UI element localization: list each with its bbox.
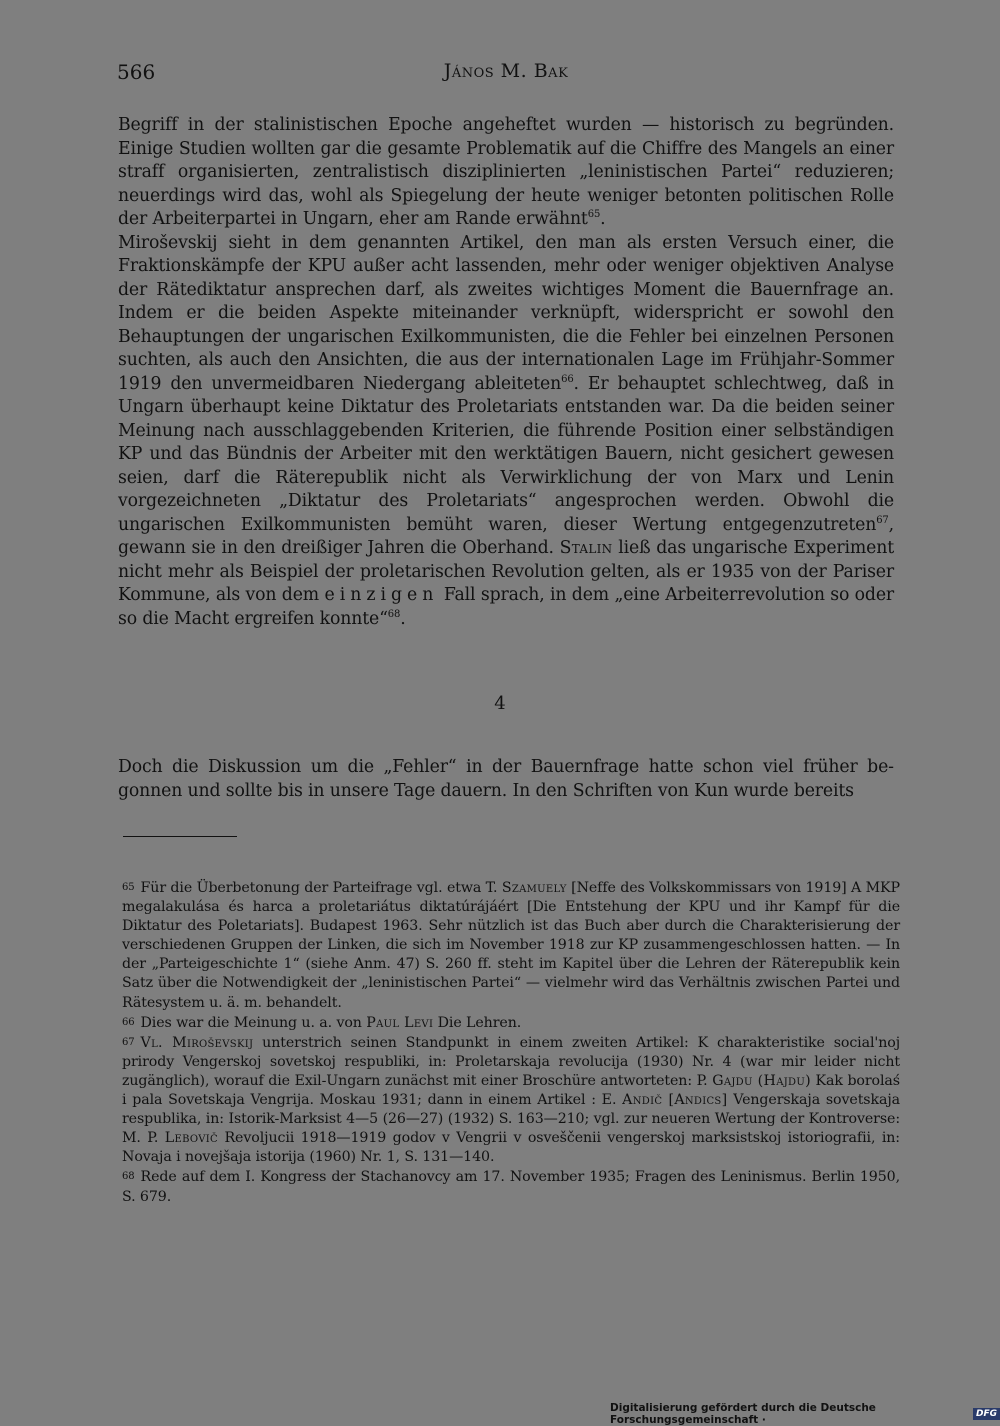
footnote-number: 66 bbox=[122, 1016, 135, 1028]
footnote-68: 68 Rede auf dem I. Kongress der Stachanovcy am 17. November 1935; Fragen des Leninismus. Berlin 1950, S. 679. bbox=[122, 1169, 900, 1205]
footnote-ref[interactable]: 68 bbox=[387, 608, 401, 620]
footer-text: Digitalisierung gefördert durch die Deutsche Forschungsgemeinschaft · bbox=[610, 1402, 876, 1426]
footnote-number: 68 bbox=[122, 1171, 135, 1183]
footnote-ref[interactable]: 67 bbox=[876, 514, 889, 526]
author-name: Vl. Miroševskij bbox=[140, 1034, 254, 1051]
footnote-divider bbox=[123, 836, 237, 837]
author-name: Stalin bbox=[559, 538, 613, 558]
main-text-continued bbox=[118, 739, 894, 821]
page-header bbox=[117, 60, 895, 90]
footnotes bbox=[122, 878, 900, 1207]
footnote-number: 67 bbox=[122, 1036, 135, 1048]
author-name: Gajdu (Hajdu) bbox=[712, 1072, 811, 1089]
digitization-footer bbox=[610, 1402, 1000, 1426]
section-number: 4 bbox=[494, 693, 506, 714]
running-head: János M. Bak bbox=[443, 60, 569, 82]
emphasis-word: einzigen bbox=[324, 585, 439, 605]
dfg-logo-icon: DFG bbox=[973, 1408, 1000, 1420]
author-name: Andič [Andics] bbox=[622, 1092, 728, 1109]
main-text bbox=[118, 114, 894, 631]
author-name: Paul Levi bbox=[366, 1014, 434, 1031]
paragraph: Begriff in der stalinistischen Epoche angeheftet wurden — historisch zu begründen. Einige Studien wollten gar die gesamte Problematik auf die Chiffre des Mangels an einer straff organisierten, zentralistisch disziplinierten „leninistischen Partei“ reduzieren; neuerdings wird das, wohl als Spiegelung der heute weniger betonten politischen Rolle der Arbeiterpartei in Ungarn, eher am Rande erwähnt$^{65}$. bbox=[118, 115, 894, 229]
paragraph: Miroševskij sieht in dem genannten Artikel, den man als ersten Versuch einer, die Fraktionskämpfe der KPU außer acht lassenden, mehr oder weniger objektiven Analyse der Rätediktatur ansprechen darf, als zweites wichtiges Moment die Bauernfrage an. Indem er die beiden Aspekte miteinander verknüpft, widerspricht er sowohl den Behauptungen der ungarischen Exilkommunisten, die die Fehler bei einzelnen Personen suchten, als auch den Ansichten, die aus der internationalen Lage im Frühjahr-Sommer 1919 den unvermeidbaren Niedergang ableiteten$^{66}$. Er behauptet schlechtweg, daß in Ungarn überhaupt keine Diktatur des Proletariats entstanden war. Da die beiden seiner Meinung nach ausschlaggebenden Kriterien, die führende Position einer selbständigen KP und das Bündnis der Arbeiter mit den werktätigen Bauern, nicht gesichert gewesen seien, darf die Räterepublik nicht als Verwirklichung der von Marx und Lenin vorgezeichneten „Diktatur des Proletariats“ angesprochen werden. Obwohl die ungarischen Exilkommunisten bemüht waren, dieser Wertung entgegenzutreten$^{67}$, gewann sie in den dreißiger Jahren die Oberhand. Stalin ließ das ungarische Experiment nicht mehr als Beispiel der proletarischen Revolution gelten, als er 1935 von der Pariser Kommune, als von dem einzigen Fall sprach, in dem „eine Arbeiterrevolution so oder so die Macht ergreifen konnte“$^{68}$. bbox=[118, 232, 895, 629]
footnote-ref[interactable]: 66 bbox=[561, 373, 574, 385]
author-name: Szamuely bbox=[501, 880, 567, 896]
footnote-ref[interactable]: 65 bbox=[587, 209, 601, 221]
footnote-66: 66 Dies war die Meinung u. a. von Paul Levi Die Lehren. bbox=[122, 1014, 522, 1031]
author-name: Lebovič bbox=[164, 1130, 218, 1147]
footnote-number: 65 bbox=[122, 882, 135, 893]
page-number: 566 bbox=[117, 60, 156, 84]
paragraph: Doch die Diskussion um die „Fehler“ in der Bauernfrage hatte schon viel früher begonnen und sollte bis in unsere Tage dauern. In den Schriften von Kun wurde bereits bbox=[118, 757, 894, 801]
footnote-67: 67 Vl. Miroševskij unterstrich seinen Standpunkt in einem zweiten Artikel: K charakteristike social'noj prirody Vengerskoj sovetskoj respubliki, in: Proletarskaja revolucija (1930) Nr. 4 (war mir leider nicht zugänglich), worauf die Exil-Ungarn zunächst mit einer Broschüre antworteten: P. Gajdu (Hajdu) Kak borolaś i pala Sovetskaja Vengrija. Moskau 1931; dann in einem Artikel : E. Andič [Andics] Vengerskaja sovetskaja respublika, in: Istorik-Marksist 4—5 (26—27) (1932) S. 163—210; vgl. zur neueren Wertung der Kontroverse: M. P. Lebovič Revoljucii 1918—1919 godov v Vengrii v osveščenii vengerskoj marksistskoj istoriografii, in: Novaja i novejšaja istorija (1960) Nr. 1, S. 131—140. bbox=[122, 1034, 900, 1166]
footnote-65: 65 Für die Überbetonung der Parteifrage vgl. etwa T. Szamuely [Neffe des Volkskommissars von 1919] A MKP megalakulása és harca a proletariátus diktatúrájáért [Die Entstehung der KPU und ihr Kampf für die Diktatur des Poletariats]. Budapest 1963. Sehr nützlich ist das Buch aber durch die Charakterisierung der verschiedenen Gruppen der Linken, die sich im November 1918 zur KP zusammengeschlossen hatten. — In der „Parteigeschichte 1“ (siehe Anm. 47) S. 260 ff. steht im Kapitel über die Lehren der Räterepublik kein Satz über die Notwendigkeit der „leninistischen Partei“ — vielmehr wird das Verhältnis zwischen Partei und Rätesystem u. ä. m. behandelt. bbox=[122, 880, 901, 1011]
